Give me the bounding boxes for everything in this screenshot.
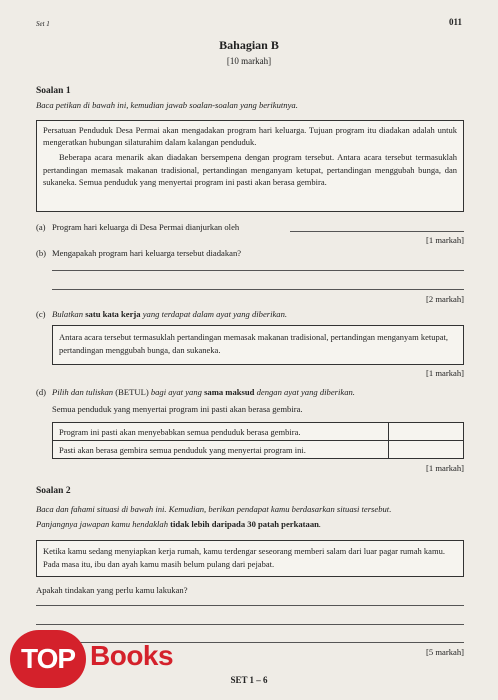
question-b-mark: [2 markah] bbox=[426, 294, 464, 304]
question-d: (d) Pilih dan tuliskan (BETUL) bagi ayat yang sama maksud dengan ayat yang diberikan. bbox=[36, 387, 355, 397]
page-code: 011 bbox=[448, 17, 462, 27]
question-c-label: (c) bbox=[36, 309, 46, 319]
soalan-2-instruction-1: Baca dan fahami situasi di bawah ini. Kemudian, berikan pendapat kamu berdasarkan situasi tersebut. bbox=[36, 504, 392, 514]
topbooks-logo bbox=[10, 630, 188, 688]
question-d-options-table bbox=[52, 422, 464, 459]
soalan-1-title: Soalan 1 bbox=[36, 86, 71, 96]
passage-paragraph-1: Persatuan Penduduk Desa Permai akan mengadakan program hari keluarga. Tujuan program itu diadakan adalah untuk mengeratkan hubungan silaturahim dalam kalangan penduduk. bbox=[43, 125, 457, 148]
logo-top-badge: TOP bbox=[10, 630, 86, 688]
option-row bbox=[53, 441, 464, 459]
question-c-sentence-box: Antara acara tersebut termasuklah pertandingan memasak makanan tradisional, pertandingan menganyam ketupat, pertandingan menggubah bunga, dan sukaneka. bbox=[52, 325, 464, 365]
option-text: Program ini pasti akan menyebabkan semua penduduk berasa gembira. bbox=[53, 423, 389, 441]
option-text: Pasti akan berasa gembira semua penduduk yang menyertai program ini. bbox=[53, 441, 389, 459]
passage-box bbox=[36, 120, 464, 212]
question-b-label: (b) bbox=[36, 248, 47, 258]
question-a-text: Program hari keluarga di Desa Permai dianjurkan oleh bbox=[52, 222, 240, 232]
question-b-text: Mengapakah program hari keluarga tersebut diadakan? bbox=[52, 248, 242, 258]
section-marks: [10 markah] bbox=[226, 56, 272, 66]
question-d-given-sentence: Semua penduduk yang menyertai program ini pasti akan berasa gembira. bbox=[52, 404, 303, 414]
soalan-2-mark: [5 markah] bbox=[426, 647, 464, 657]
logo-books-text: Books bbox=[90, 640, 174, 671]
answer-line-a[interactable] bbox=[290, 231, 464, 232]
set-label: Set 1 bbox=[36, 20, 50, 28]
situation-box: Ketika kamu sedang menyiapkan kerja rumah, kamu terdengar seseorang memberi salam dari luar pagar rumah kamu. Pada masa itu, ibu dan ayah kamu masih belum pulang dari pejabat. bbox=[36, 540, 464, 577]
question-c-mark: [1 markah] bbox=[426, 368, 464, 378]
question-b bbox=[36, 247, 468, 259]
passage-paragraph-2: Beberapa acara menarik akan diadakan bersempena dengan program tersebut. Antara acara tersebut termasuklah pertandingan memasak makanan tradisional, pertandingan menganyam ketupat, pertandingan menggubah bunga, dan sukaneka. Semua penduduk yang menyertai program ini pasti akan berasa gembira. bbox=[43, 152, 457, 187]
question-d-label: (d) bbox=[36, 387, 47, 397]
soalan-2-question: Apakah tindakan yang perlu kamu lakukan? bbox=[36, 585, 188, 595]
soalan-2-instruction-2: Panjangnya jawapan kamu hendaklah tidak lebih daripada 30 patah perkataan. bbox=[36, 519, 322, 529]
option-answer-cell[interactable] bbox=[389, 423, 464, 441]
answer-line-2b[interactable] bbox=[36, 624, 464, 625]
question-c: (c) Bulatkan satu kata kerja yang terdapat dalam ayat yang diberikan. bbox=[36, 309, 288, 319]
answer-line-b2[interactable] bbox=[52, 289, 464, 290]
soalan-1-instruction: Baca petikan di bawah ini, kemudian jawab soalan-soalan yang berikutnya. bbox=[36, 100, 298, 110]
option-answer-cell[interactable] bbox=[389, 441, 464, 459]
option-row bbox=[53, 423, 464, 441]
section-title: Bahagian B bbox=[219, 38, 279, 52]
answer-line-b1[interactable] bbox=[52, 270, 464, 271]
question-a-label: (a) bbox=[36, 222, 46, 232]
question-a-mark: [1 markah] bbox=[426, 235, 464, 245]
page-footer: SET 1 – 6 bbox=[230, 675, 268, 685]
soalan-2-title: Soalan 2 bbox=[36, 486, 71, 496]
question-d-mark: [1 markah] bbox=[426, 463, 464, 473]
answer-line-2a[interactable] bbox=[36, 605, 464, 606]
